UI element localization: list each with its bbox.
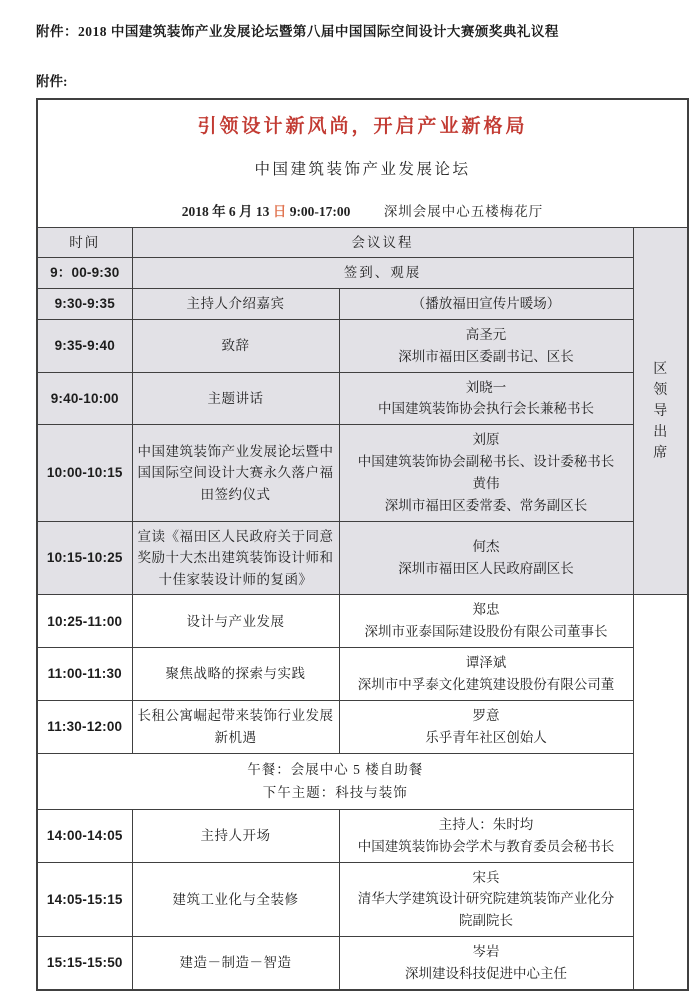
- forum-slogan: 引领设计新风尚，开启产业新格局: [197, 116, 528, 137]
- venue-text: 深圳会展中心五楼梅花厅: [383, 204, 544, 220]
- speaker-cell: [339, 809, 633, 862]
- speaker-cell: [339, 425, 633, 521]
- agenda-row: [37, 700, 688, 753]
- banner-cell: [37, 99, 688, 227]
- time-cell: 9:30-9:35: [37, 288, 132, 319]
- speaker-line: 中国建筑装饰协会副秘书长、设计委秘书长: [357, 454, 615, 470]
- agenda-column-header: 会议议程: [132, 227, 633, 258]
- time-cell: 10:25-11:00: [37, 595, 132, 648]
- speaker-line: 院副院长: [459, 913, 513, 929]
- time-column-header: 时间: [37, 227, 132, 258]
- topic-cell: 长租公寓崛起带来装饰行业发展新机遇: [132, 700, 339, 753]
- column-header-row: [37, 227, 688, 258]
- banner-row: [37, 99, 688, 227]
- agenda-row: [37, 521, 688, 595]
- topic-cell: 主题讲话: [132, 372, 339, 425]
- speaker-line: 谭泽斌: [465, 655, 507, 671]
- time-cell: 9：00-9:30: [37, 258, 132, 289]
- side-note-char: 席: [653, 445, 668, 461]
- date-before-day: 2018 年 6 月 13: [181, 204, 273, 220]
- speaker-line: 深圳市福田区委副书记、区长: [398, 348, 574, 364]
- speaker-line: 罗意: [472, 707, 500, 723]
- agenda-row: [37, 425, 688, 521]
- agenda-row: [37, 319, 688, 372]
- topic-cell: 宣读《福田区人民政府关于同意奖励十大杰出建筑装饰设计师和十佳家装设计师的复函》: [132, 521, 339, 595]
- side-note-char: 导: [653, 403, 668, 419]
- notice-line: 午餐：会展中心 5 楼自助餐: [247, 761, 424, 777]
- speaker-line: 主持人：朱时均: [438, 816, 534, 832]
- time-cell: 9:40-10:00: [37, 372, 132, 425]
- speaker-line: 岑岩: [472, 944, 500, 960]
- topic-cell: 主持人开场: [132, 809, 339, 862]
- speaker-cell: [339, 648, 633, 701]
- speaker-cell: [339, 288, 633, 319]
- speaker-line: 深圳市中孚泰文化建筑建设股份有限公司董: [357, 677, 615, 693]
- speaker-line: 中国建筑装饰协会执行会长兼秘书长: [378, 401, 594, 417]
- date-venue-line: [42, 201, 683, 223]
- speaker-line: 深圳市亚泰国际建设股份有限公司董事长: [364, 624, 608, 640]
- speaker-line: 深圳建设科技促进中心主任: [405, 966, 567, 982]
- document-page: [36, 20, 698, 991]
- speaker-line: 郑忠: [472, 602, 500, 618]
- speaker-cell: [339, 319, 633, 372]
- topic-cell: 主持人介绍嘉宾: [132, 288, 339, 319]
- speaker-line: 中国建筑装饰协会学术与教育委员会秘书长: [357, 838, 615, 854]
- side-note-char: 出: [653, 424, 668, 440]
- speaker-line: 宋兵: [472, 869, 500, 885]
- topic-cell: 致辞: [132, 319, 339, 372]
- agenda-row: [37, 937, 688, 990]
- speaker-cell: [339, 595, 633, 648]
- date-after-day: 9:00-17:00: [286, 204, 351, 220]
- side-column-empty: [633, 595, 688, 990]
- speaker-line: 深圳市福田区人民政府副区长: [398, 561, 574, 577]
- agenda-row: [37, 648, 688, 701]
- speaker-line: 深圳市福田区委常委、常务副区长: [384, 497, 588, 513]
- topic-cell: 设计与产业发展: [132, 595, 339, 648]
- side-note-cell: [633, 227, 688, 595]
- speaker-cell: [339, 521, 633, 595]
- agenda-row: [37, 862, 688, 937]
- speaker-cell: [339, 937, 633, 990]
- time-cell: 10:15-10:25: [37, 521, 132, 595]
- speaker-line: 黄伟: [472, 475, 500, 491]
- side-note-char: 领: [653, 382, 668, 398]
- speaker-line: 乐乎青年社区创始人: [425, 729, 547, 745]
- speaker-cell: [339, 862, 633, 937]
- attachment-label: 附件:: [36, 74, 68, 89]
- agenda-table: [36, 98, 689, 991]
- attachment-caption: 附件：2018 中国建筑装饰产业发展论坛暨第八届中国国际空间设计大赛颁奖典礼议程: [36, 24, 559, 39]
- time-cell: 15:15-15:50: [37, 937, 132, 990]
- time-cell: 14:05-15:15: [37, 862, 132, 937]
- speaker-line: 刘原: [472, 432, 500, 448]
- time-cell: 9:35-9:40: [37, 319, 132, 372]
- agenda-row: [37, 753, 688, 809]
- agenda-row: [37, 809, 688, 862]
- forum-name: 中国建筑装饰产业发展论坛: [254, 161, 471, 179]
- agenda-span-cell: 签到、观展: [132, 258, 633, 289]
- notice-line: 下午主题：科技与装饰: [262, 785, 408, 801]
- topic-cell: 聚焦战略的探索与实践: [132, 648, 339, 701]
- time-cell: 11:00-11:30: [37, 648, 132, 701]
- speaker-line: 清华大学建筑设计研究院建筑装饰产业化分: [357, 891, 615, 907]
- time-cell: 10:00-10:15: [37, 425, 132, 521]
- topic-cell: 中国建筑装饰产业发展论坛暨中国国际空间设计大赛永久落户福田签约仪式: [132, 425, 339, 521]
- side-note-char: 区: [653, 361, 668, 377]
- speaker-cell: [339, 372, 633, 425]
- topic-cell: 建筑工业化与全装修: [132, 862, 339, 937]
- speaker-line: （播放福田宣传片暖场）: [411, 295, 561, 311]
- speaker-cell: [339, 700, 633, 753]
- time-cell: 11:30-12:00: [37, 700, 132, 753]
- agenda-row: [37, 288, 688, 319]
- time-cell: 14:00-14:05: [37, 809, 132, 862]
- agenda-row: [37, 595, 688, 648]
- agenda-row: [37, 258, 688, 289]
- speaker-line: 何杰: [472, 539, 500, 555]
- agenda-row: [37, 372, 688, 425]
- speaker-line: 刘晓一: [465, 379, 507, 395]
- topic-cell: 建造－制造－智造: [132, 937, 339, 990]
- notice-cell: [37, 753, 633, 809]
- speaker-line: 高圣元: [465, 326, 507, 342]
- date-day: 日: [272, 204, 287, 220]
